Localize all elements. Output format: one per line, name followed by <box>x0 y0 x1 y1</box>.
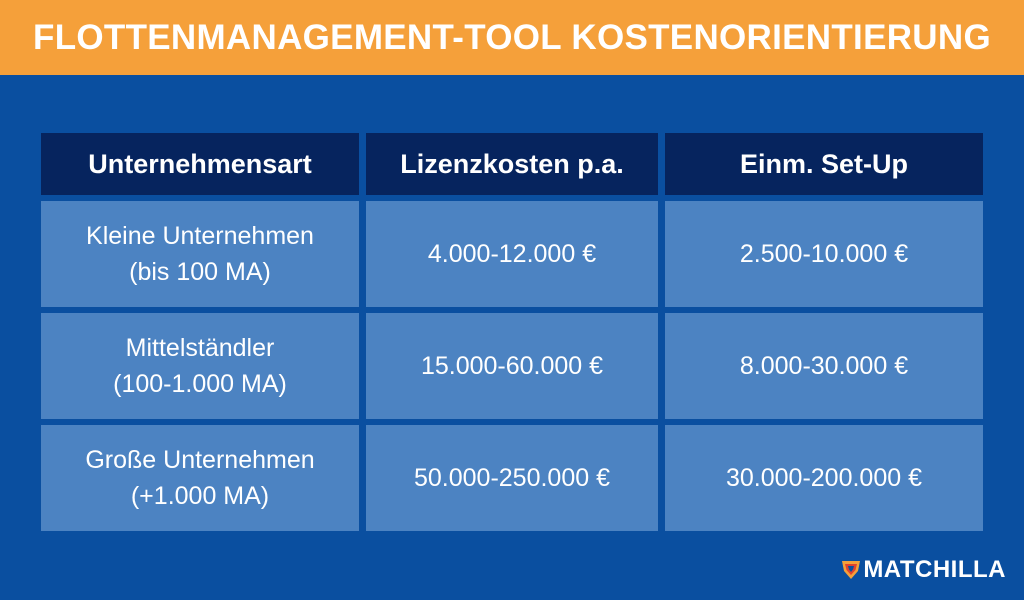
setup-cost-value: 30.000-200.000 € <box>725 464 922 492</box>
cell-setup-cost <box>665 425 983 531</box>
setup-cost-value: 8.000-30.000 € <box>739 352 909 380</box>
company-type-size: (bis 100 MA) <box>129 258 271 286</box>
brand-logo <box>841 556 1006 584</box>
cell-license-cost <box>366 425 658 531</box>
column-header-setup: Einm. Set-Up <box>665 133 983 195</box>
cell-setup-cost <box>665 201 983 307</box>
cell-company-type <box>41 201 359 307</box>
page-title: FLOTTENMANAGEMENT-TOOL KOSTENORIENTIERUNG <box>33 17 991 57</box>
setup-cost-value: 2.500-10.000 € <box>739 240 909 268</box>
cell-license-cost <box>366 201 658 307</box>
company-type-name: Mittelständler <box>125 334 275 362</box>
company-type-name: Kleine Unternehmen <box>86 222 314 250</box>
title-banner <box>0 0 1024 75</box>
cell-setup-cost <box>665 313 983 419</box>
cost-table <box>41 133 983 531</box>
column-header-company-type: Unternehmensart <box>41 133 359 195</box>
license-cost-value: 15.000-60.000 € <box>420 352 604 380</box>
matchilla-shield-icon <box>841 559 861 581</box>
company-type-size: (100-1.000 MA) <box>113 370 287 398</box>
license-cost-value: 50.000-250.000 € <box>413 464 610 492</box>
company-type-size: (+1.000 MA) <box>130 482 270 510</box>
column-header-license-costs: Lizenzkosten p.a. <box>366 133 658 195</box>
license-cost-value: 4.000-12.000 € <box>427 240 597 268</box>
cell-company-type <box>41 425 359 531</box>
cell-company-type <box>41 313 359 419</box>
company-type-name: Große Unternehmen <box>85 446 315 474</box>
brand-name: MATCHILLA <box>863 556 1006 583</box>
cell-license-cost <box>366 313 658 419</box>
